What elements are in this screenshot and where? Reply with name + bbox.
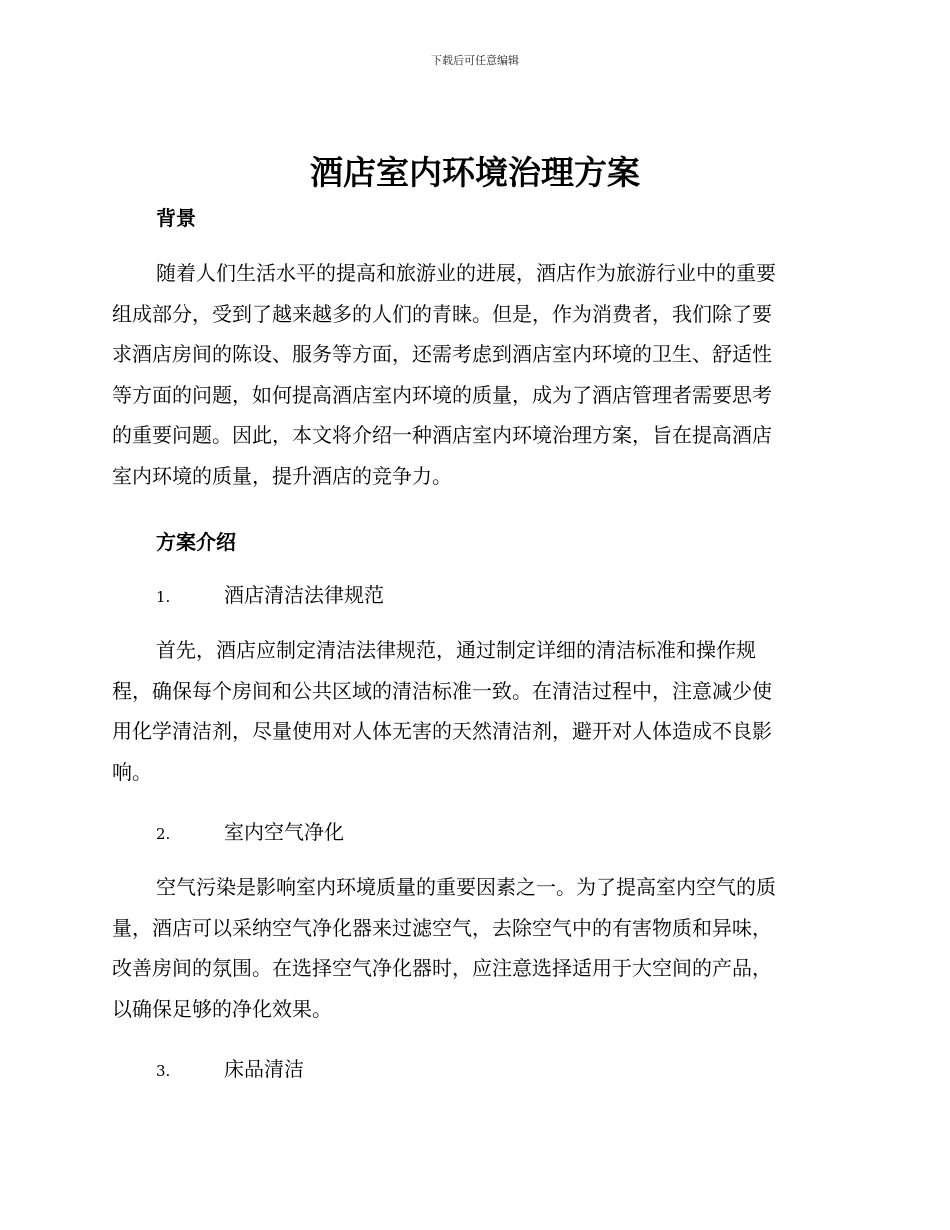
list-item-3 <box>156 1054 304 1086</box>
paragraph-line: 用化学清洁剂，尽量使用对人体无害的天然清洁剂，避开对人体造成不良影 <box>112 719 772 743</box>
paragraph-line: 等方面的问题，如何提高酒店室内环境的质量，成为了酒店管理者需要思考 <box>112 382 772 407</box>
paragraph-background <box>112 253 832 496</box>
paragraph-line: 量，酒店可以采纳空气净化器来过滤空气，去除空气中的有害物质和异味， <box>112 915 772 940</box>
paragraph-line: 程，确保每个房间和公共区域的清洁标准一致。在清洁过程中，注意减少使 <box>112 678 772 703</box>
paragraph-line: 空气污染是影响室内环境质量的重要因素之一。为了提高室内空气的质 <box>156 875 776 899</box>
section-heading-plan: 方案介绍 <box>156 530 236 554</box>
paragraph-line: 响。 <box>112 759 152 784</box>
list-item-title: 床品清洁 <box>224 1057 304 1081</box>
paragraph-line: 组成部分，受到了越来越多的人们的青睐。但是，作为消费者，我们除了要 <box>112 301 772 326</box>
paragraph-line: 的重要问题。因此，本文将介绍一种酒店室内环境治理方案，旨在提高酒店 <box>112 423 772 447</box>
document-title: 酒店室内环境治理方案 <box>310 153 640 192</box>
list-item-title: 室内空气净化 <box>224 820 344 844</box>
paragraph-item-2 <box>112 867 832 1029</box>
paragraph-line: 随着人们生活水平的提高和旅游业的进展，酒店作为旅游行业中的重要 <box>156 261 776 285</box>
list-number: 3. <box>156 1062 171 1080</box>
paragraph-line: 以确保足够的净化效果。 <box>112 996 332 1021</box>
list-item-2 <box>156 817 344 849</box>
paragraph-line: 改善房间的氛围。在选择空气净化器时，应注意选择适用于大空间的产品， <box>112 956 772 980</box>
paragraph-line: 首先，酒店应制定清洁法律规范，通过制定详细的清洁标准和操作规 <box>156 638 756 662</box>
list-number: 1. <box>156 588 171 606</box>
section-heading-background: 背景 <box>156 206 196 230</box>
paragraph-line: 求酒店房间的陈设、服务等方面，还需考虑到酒店室内环境的卫生、舒适性 <box>112 342 772 366</box>
list-item-title: 酒店清洁法律规范 <box>224 583 384 607</box>
list-item-1 <box>156 580 384 612</box>
paragraph-line: 室内环境的质量，提升酒店的竞争力。 <box>112 463 452 488</box>
list-number: 2. <box>156 825 171 843</box>
paragraph-item-1 <box>112 630 832 792</box>
page-header-note: 下载后可任意编辑 <box>431 54 519 67</box>
